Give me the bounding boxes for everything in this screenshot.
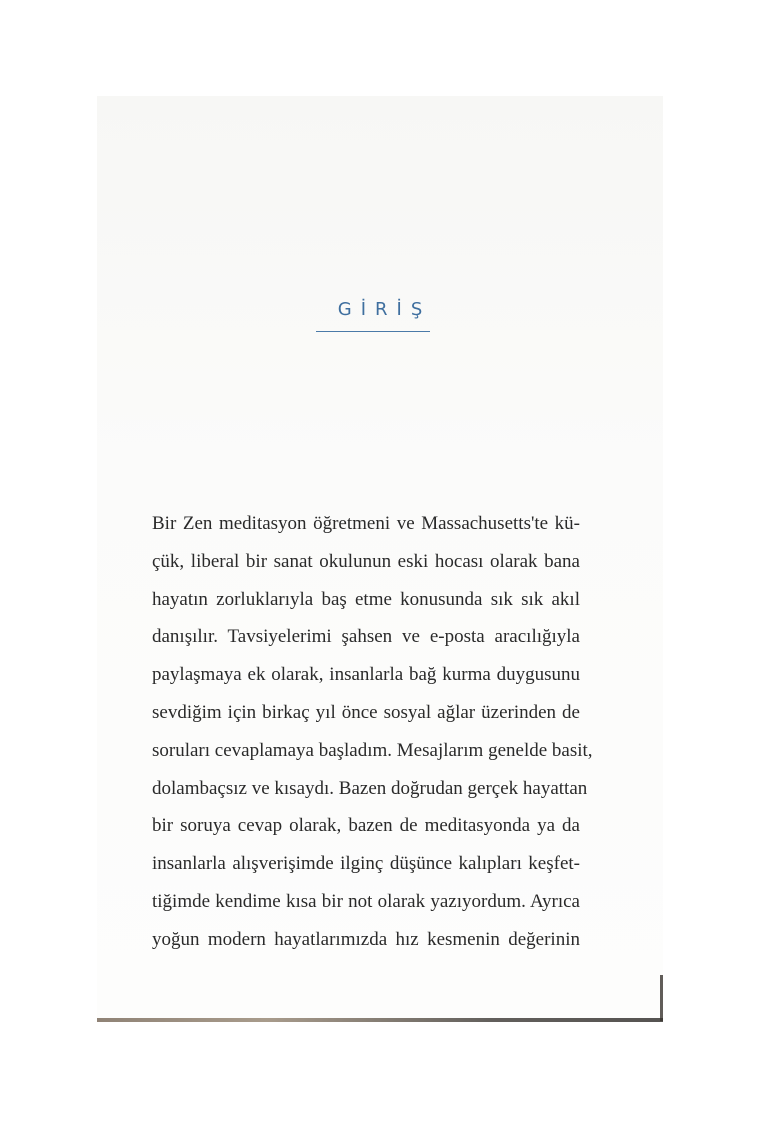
text-line: bir soruya cevap olarak, bazen de meditasyonda ya da [152,815,580,837]
text-line: tiğimde kendime kısa bir not olarak yazıyordum. Ayrıca [152,890,580,912]
text-line: sevdiğim için birkaç yıl önce sosyal ağlar üzerinden de [152,701,580,723]
chapter-title-underline [316,331,430,332]
text-line: soruları cevaplamaya başladım. Mesajlarım genelde basit, [152,739,593,761]
text-line: paylaşmaya ek olarak, insanlarla bağ kurma duygusunu [152,664,580,686]
text-line: danışılır. Tavsiyelerimi şahsen ve e-posta aracılığıyla [152,626,580,648]
text-line: Bir Zen meditasyon öğretmeni ve Massachusetts'te kü- [152,513,580,534]
text-line: hayatın zorluklarıyla baş etme konusunda sık sık akıl [152,588,580,610]
text-line: insanlarla alışverişimde ilginç düşünce kalıpları keşfet- [152,853,580,875]
page-bottom-edge [97,1018,663,1022]
text-line: dolambaçsız ve kısaydı. Bazen doğrudan gerçek hayattan [152,777,588,799]
text-line: yoğun modern hayatlarımızda hız kesmenin değerinin [152,928,580,950]
chapter-title: GİRİŞ [337,299,432,320]
page-right-edge [660,975,663,1021]
body-text [152,505,593,959]
text-line: çük, liberal bir sanat okulunun eski hocası olarak bana [152,550,580,572]
